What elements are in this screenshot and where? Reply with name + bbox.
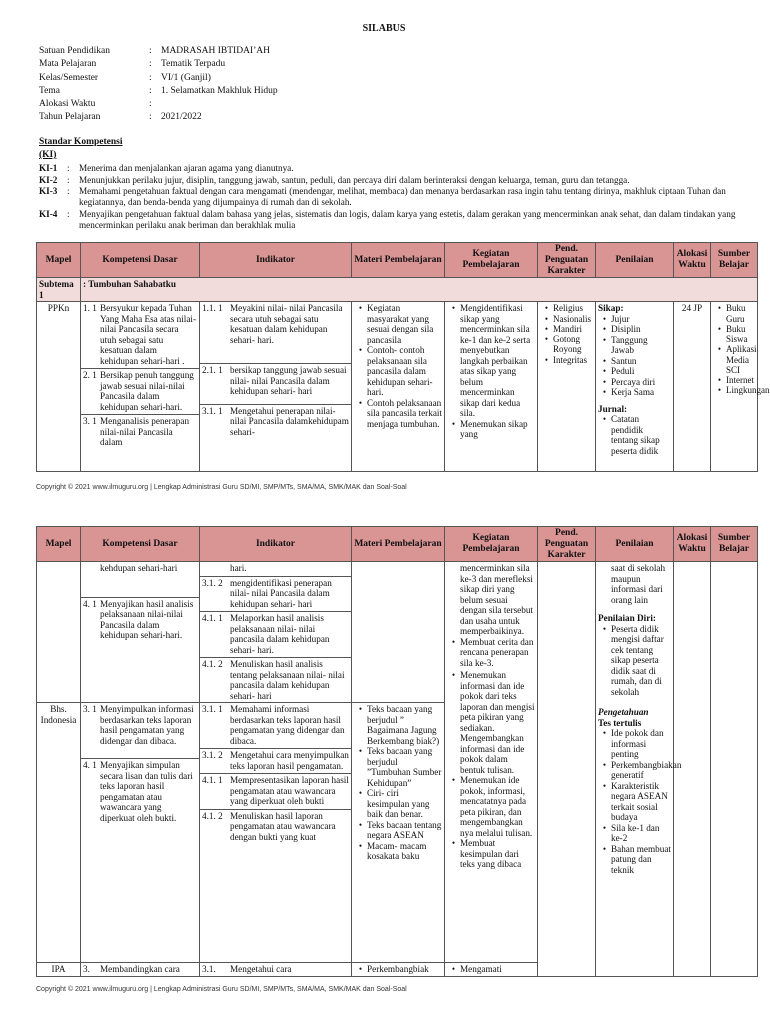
indikator-cell (200, 302, 352, 472)
info-row: Alokasi Waktu : (39, 99, 278, 112)
sumber-item: • Buku Siswa (717, 323, 748, 345)
materi-cell (352, 703, 445, 963)
tes-item: • Karakteristik negara ASEAN terkait sosial budaya (602, 780, 668, 823)
ki-code: KI-1 (39, 163, 58, 173)
kd-item: 4. 1 Menyajikan hasil analisis pelaksanaan nilai-nilai Pancasila dalam kehidupan sehari-hari. (81, 597, 199, 641)
indikator-item: 3.1. 1 Memahami informasi berdasarkan teks laporan hasil pengamatan yang didengar dan dibaca. (202, 704, 345, 746)
kegiatan-item: • Menemukan ide pokok, informasi, mencatatnya pada peta pikiran, dan mengembangkan nya melalui tulisan. (451, 775, 533, 838)
indikator-item: 3.1. 2 mengidentifikasi penerapan nilai- nilai Pancasila dalam kehidupan sehari- hari (200, 576, 351, 609)
karakter-item: • Gotong Royong (544, 334, 582, 355)
footer: Copyright © 2021 www.ilmuguru.org | Lengkap Administrasi Guru SD/MI, SMP/MTs, SMA/MA, SMK/MAK dan Soal-Soal (36, 484, 407, 491)
ki-4-row: KI-4 : Menyajikan pengetahuan faktual dalam bahasa yang jelas, sistematis dan logis, dalam karya yang estetis, dalam gerakan yang mencerminkan anak sehat, dan dalam tindakan yang mencerminkan perilaku anak beriman dan berakhlak mulia (39, 209, 739, 230)
sikap-item: • Kerja Sama (602, 387, 655, 398)
ki-code: KI-3 (39, 186, 58, 196)
jurnal-item: • Catatan pendidik tentang sikap peserta didik (602, 414, 660, 456)
indikator-cell (200, 963, 352, 977)
kd-item: 3. Membandingkan cara (83, 964, 180, 975)
materi-item: • Macam- macam kosakata baku (358, 840, 427, 862)
karakter-item: • Religius (544, 303, 584, 314)
sikap-heading: Sikap: (598, 303, 624, 314)
ki-text: Memahami pengetahuan faktual dengan cara mengamati (mendengar, melihat, membaca) dan menanya berdasarkan rasa ingin tahu tentang dirinya, makhluk ciptaan Tuhan dan kegiatannya, dan benda-benda yang dijumpainya di rumah dan di sekolah. (79, 186, 726, 207)
syllabus-table-page-2 (36, 526, 758, 977)
sumber-item: • Buku Guru (717, 303, 746, 324)
info-value: VI/1 (Ganjil) (161, 72, 211, 83)
kegiatan-cell (445, 562, 538, 963)
tes-item: • Ide pokok dan informasi penting (602, 728, 664, 760)
header-pend-karakter: Pend. Penguatan Karakter (538, 243, 596, 278)
info-label: Satuan Pendidikan (39, 46, 110, 56)
kd-continuation: kehdupan sehari-hari (100, 563, 178, 574)
indikator-item: 4.1. 1 Mempresentasikan laporan hasil pengamatan atau wawancara yang diperkuat oleh bukti (200, 773, 351, 806)
kegiatan-continuation: mencerminkan sila ke-3 dan merefleksi sikap diri yang belum sesuai dengan sila tersebut dan usaha untuk memperbaikinya. (460, 563, 533, 637)
sikap-item: • Jujur (602, 313, 630, 324)
ki-2-row: KI-2 : Menunjukkan perilaku jujur, disiplin, tanggung jawab, santun, peduli, dan percaya diri dalam berinteraksi dengan keluarga, teman, guru dan tetangga. (39, 175, 739, 186)
header-sumber: Sumber Belajar (711, 243, 758, 278)
alokasi-cell: 24 JP (674, 302, 711, 472)
materi-item: • Contoh pelaksanaan sila pancasila terkait menjaga tumbuhan. (358, 397, 442, 429)
penilaian-cell (596, 302, 674, 472)
header-materi: Materi Pembelajaran (352, 243, 445, 278)
info-row: Kelas/Semester : VI/1 (Ganjil) (39, 73, 278, 86)
kd-item: 3. 1 Menganalisis penerapan nilai-nilai Pancasila dalam (81, 414, 199, 447)
indikator-item: 4.1. 1 Melaporkan hasil analisis pelaksanaan nilai- nilai pancasila dalam kehidupan sehari- hari. (200, 611, 351, 655)
info-row: Tahun Pelajaran : 2021/2022 (39, 112, 278, 125)
info-label: Tema (39, 85, 60, 96)
ki-1-row: KI-1 : Menerima dan menjalankan ajaran agama yang dianutnya. (39, 163, 739, 174)
info-label: Mata Pelajaran (39, 59, 97, 70)
info-label: Alokasi Waktu (39, 99, 96, 110)
tes-item: • Perkembangbiakan generatif (602, 759, 682, 781)
kegiatan-cell (445, 963, 538, 977)
ki-3-row: KI-3 : Memahami pengetahuan faktual dengan cara mengamati (mendengar, melihat, membaca) dan menanya berdasarkan rasa ingin tahu tentang dirinya, makhluk ciptaan Tuhan dan kegiatannya, dan benda-benda yang dijumpainya di rumah dan di sekolah. (39, 186, 739, 207)
kd-item: 4. 1 Menyajikan simpulan secara lisan dan tulis dari teks laporan hasil pengamatan atau wawancara yang diperkuat oleh bukti. (81, 758, 199, 823)
indikator-item: 1.1. 1 Meyakini nilai- nilai Pancasila secara utuh sebagai satu kesatuan dalam kehidupan sehari- hari. (202, 303, 343, 345)
tes-item: • Sila ke-1 dan ke-2 (602, 822, 660, 844)
info-label: Kelas/Semester (39, 72, 99, 83)
sumber-item: • Internet (717, 375, 754, 386)
kd-item: 1. 1 Bersyukur kepada Tuhan Yang Maha Esa atas nilai-nilai Pancasila secara utuh sebagai satu kesatuan dalam kehidupan sehari-hari . (83, 303, 197, 366)
sumber-item: • Lingkungan (717, 385, 770, 396)
page-title: SILABUS (362, 23, 406, 34)
subtema-label: Subtema 1 (37, 278, 81, 302)
sikap-item: • Santun (602, 355, 637, 366)
ki-code: KI-4 (39, 209, 58, 219)
materi-item: • Teks bacaan yang berjudul ”Tumbuhan Sumber Kehidupan” (358, 746, 442, 788)
standar-kompetensi-heading: Standar Kompetensi (39, 137, 123, 147)
footer: Copyright © 2021 www.ilmuguru.org | Lengkap Administrasi Guru SD/MI, SMP/MTs, SMA/MA, SMK/MAK dan Soal-Soal (36, 986, 407, 993)
header-penilaian: Penilaian (596, 243, 674, 278)
tes-item: • Bahan membuat patung dan teknik (602, 843, 671, 875)
materi-cell (352, 963, 445, 977)
mapel-ppkn: PPKn (37, 302, 81, 472)
header-mapel: Mapel (37, 243, 81, 278)
sumber-item: • Aplikasi Media SCI (717, 344, 757, 375)
header-kompetensi-dasar: Kompetensi Dasar (81, 243, 200, 278)
karakter-item: • Mandiri (544, 323, 582, 334)
kd-cell (81, 963, 200, 977)
kd-item: 2. 1 Bersikap penuh tanggung jawab sesuai nilai-nilai Pancasila dalam kehidupan sehari-hari. (81, 368, 199, 412)
ki-text: Menyajikan pengetahuan faktual dalam bahasa yang jelas, sistematis dan logis, dalam karya yang estetis, dalam gerakan yang mencerminkan anak sehat, dan dalam tindakan yang mencerminkan perilaku anak beriman dan berakhlak mulia (79, 209, 736, 230)
ki-heading: (KI) (39, 150, 57, 160)
header-mapel: Mapel (37, 527, 81, 562)
materi-item: • Contoh- contoh pelaksanaan sila pancasila dalam kehidupan sehari- hari. (358, 345, 433, 398)
mapel-ipa: IPA (37, 963, 81, 977)
header-kompetensi-dasar: Kompetensi Dasar (81, 527, 200, 562)
kd-item: 3. 1 Menyimpulkan informasi berdasarkan teks laporan hasil pengamatan yang didengar dan dibaca. (83, 704, 194, 746)
subtema-title: : Tumbuhan Sahabatku (81, 278, 758, 302)
header-pend-karakter: Pend. Penguatan Karakter (538, 527, 596, 562)
karakter-item: • Nasionalis (544, 313, 591, 324)
header-alokasi: Alokasi Waktu (674, 527, 711, 562)
indikator-item: 2.1. 1 bersikap tanggung jawab sesuai nilai- nilai Pancasila dalam kehidupan sehari- hari (200, 363, 351, 396)
indikator-cell (200, 562, 352, 703)
materi-cell (352, 302, 445, 472)
indikator-item: 3.1. Mengetahui cara (202, 964, 292, 975)
pend-karakter-cell (538, 302, 596, 472)
info-value: 2021/2022 (161, 112, 202, 123)
materi-item: • Teks bacaan tentang negara ASEAN (358, 819, 442, 841)
karakter-item: • Integritas (544, 354, 587, 365)
info-value: Tematik Terpadu (161, 59, 226, 70)
penilaian-diri-heading: Penilaian Diri: (598, 613, 656, 624)
ki-text: Menunjukkan perilaku jujur, disiplin, tanggung jawab, santun, peduli, dan percaya diri dalam berinteraksi dengan keluarga, teman, guru dan tetangga. (79, 175, 630, 185)
kegiatan-item: • Menemukan informasi dan ide pokok dari teks laporan dan mengisi peta pikiran yang sediakan. Mengembangkan informasi dan ide pokok dalam bentuk tulisan. (451, 670, 535, 775)
indikator-cell (200, 703, 352, 963)
sikap-item: • Disiplin (602, 324, 641, 335)
materi-item: • Kegiatan masyarakat yang sesuai dengan sila pancasila (358, 303, 434, 345)
kegiatan-cell (445, 302, 538, 472)
info-row: Tema : 1. Selamatkan Makhluk Hidup (39, 86, 278, 99)
sikap-item: • Peduli (602, 366, 635, 377)
penilaian-continuation: saat di sekolah maupun informasi dari orang lain (611, 563, 666, 605)
kd-cell (81, 703, 200, 963)
kd-cell (81, 302, 200, 472)
header-alokasi: Alokasi Waktu (674, 243, 711, 278)
sikap-item: • Tanggung Jawab (602, 334, 648, 356)
penilaian-diri-item: • Peserta didik mengisi daftar cek tentang sikap peserta didik saat di rumah, dan di sekolah (602, 623, 664, 697)
syllabus-table-page-1 (36, 242, 770, 472)
identity-block (39, 46, 278, 126)
kegiatan-item: • Menemukan sikap yang (451, 418, 528, 440)
indikator-item: 3.1. 1 Mengetahui penerapan nilai- nilai Pancasila dalamkehidupam sehari- (200, 404, 351, 437)
info-value: 1. Selamatkan Makhluk Hidup (161, 85, 278, 96)
kd-cell (81, 562, 200, 703)
header-materi: Materi Pembelajaran (352, 527, 445, 562)
info-value: MADRASAH IBTIDAI’AH (161, 46, 270, 56)
kegiatan-item: • Mengamati (451, 964, 502, 975)
ki-text: Menerima dan menjalankan ajaran agama yang dianutnya. (79, 163, 294, 173)
kegiatan-item: • Mengidentifikasi sikap yang mencerminkan sila ke-1 dan ke-2 serta menyebutkan langkah perbaikan atas sikap yang belum mencerminkan sikap dari kedua sila. (451, 303, 531, 419)
indikator-continuation: hari. (230, 563, 247, 574)
materi-item: • Perkembangbiak (358, 964, 429, 975)
indikator-item: 3.1. 2 Mengetahui cara menyimpulkan teks laporan hasil pengamatan. (200, 748, 351, 771)
header-penilaian: Penilaian (596, 527, 674, 562)
jurnal-heading: Jurnal: (598, 403, 628, 414)
indikator-item: 4.1. 2 Menuliskan hasil laporan pengamatan atau wawancara dengan bukti yang kuat (200, 809, 351, 842)
pengetahuan-heading: Pengetahuan (598, 707, 649, 718)
kegiatan-item: • Membuat cerita dan rencana penerapan sila ke-3. (451, 636, 534, 668)
header-indikator: Indikator (200, 527, 352, 562)
ki-code: KI-2 (39, 175, 58, 185)
info-label: Tahun Pelajaran (39, 112, 101, 123)
header-kegiatan: Kegiatan Pembelajaran (445, 243, 538, 278)
header-indikator: Indikator (200, 243, 352, 278)
mapel-bhs-indonesia: Bhs. Indonesia (37, 703, 81, 963)
penilaian-cell (596, 562, 682, 977)
header-kegiatan: Kegiatan Pembelajaran (445, 527, 538, 562)
header-sumber: Sumber Belajar (711, 527, 758, 562)
info-row: Mata Pelajaran : Tematik Terpadu (39, 59, 278, 72)
materi-item: • Teks bacaan yang berjudul ” Bagaimana Jagung Berkembang biak?) (358, 704, 440, 746)
indikator-item: 4.1. 2 Menuliskan hasil analisis tentang pelaksanaan nilai- nilai pancasila dalam kehidupan sehari- hari (200, 657, 351, 701)
kegiatan-item: • Membuat kesimpulan dari teks yang dibaca (451, 838, 522, 870)
info-row: Satuan Pendidikan : MADRASAH IBTIDAI’AH (39, 46, 278, 59)
tes-tertulis-heading: Tes tertulis (598, 717, 642, 728)
sikap-item: • Percaya diri (602, 376, 656, 387)
materi-item: • Ciri- ciri kesimpulan yang baik dan benar. (358, 788, 430, 820)
sumber-cell (711, 302, 770, 472)
